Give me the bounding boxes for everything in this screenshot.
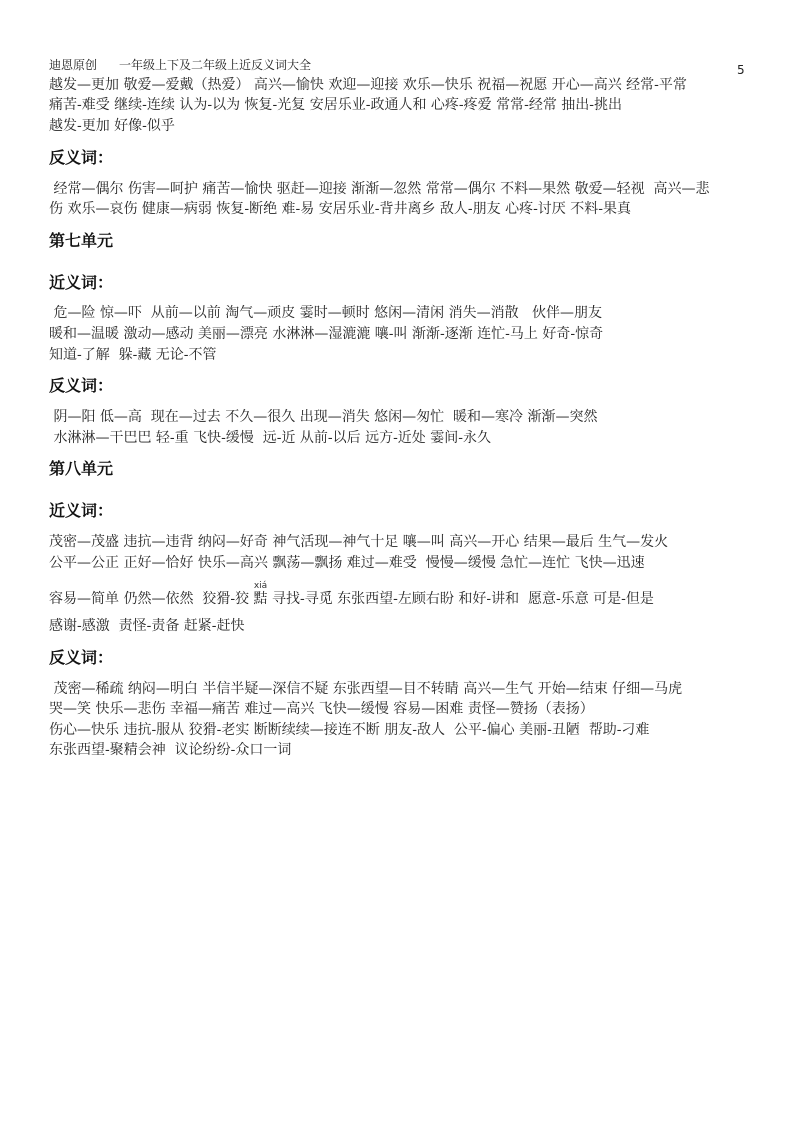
ruby-line-before: 容易—简单 仍然—依然 狡猾-狡 [49,591,254,607]
antonyms-heading: 反义词： [49,148,114,167]
header-title: 一年级上下及二年级上近反义词大全 [119,58,312,72]
unit7-antonyms-line-2: 水淋淋—干巴巴 轻-重 飞快-缓慢 远-近 从前-以后 远方-近处 霎间-永久 [49,430,491,446]
unit8-synonyms-line-4: 感谢-感激 责怪-责备 赶紧-赶快 [49,618,245,634]
ruby-line-after: 寻找-寻觅 东张西望-左顾右盼 和好-讲和 愿意-乐意 可是-但是 [267,591,654,607]
unit8-synonyms-line-2: 公平—公正 正好—恰好 快乐—高兴 飘荡—飘扬 难过—难受 慢慢—缓慢 急忙—连忙 飞快—迅速 [49,555,645,571]
top-synonyms-line-2: 痛苦-难受 继续-连续 认为-以为 恢复-光复 安居乐业-政通人和 心疼-疼爱 常常-经常 抽出-挑出 [49,97,622,113]
unit7-title: 第七单元 [49,231,114,250]
ruby-base-char: 黠 [253,591,268,607]
unit7-synonyms-line-3: 知道-了解 躲-藏 无论-不管 [49,347,217,363]
unit7-synonyms-line-2: 暖和—温暖 激动—感动 美丽—漂亮 水淋淋—湿漉漉 嚷-叫 渐渐-逐渐 连忙-马上 好奇-惊奇 [49,326,604,342]
unit7-synonyms-line-1: 危—险 惊—吓 从前—以前 淘气—顽皮 霎时—顿时 悠闲—清闲 消失—消散 伙伴—朋友 [49,305,602,321]
unit8-antonyms-line-3: 伤心—快乐 违抗-服从 狡猾-老实 断断续续—接连不断 朋友-敌人 公平-偏心 美丽-丑陋 帮助-刁难 [49,722,650,738]
page-header [49,57,311,73]
unit7-antonyms-heading: 反义词： [49,376,114,395]
unit8-synonyms-line-3 [49,581,654,609]
unit8-antonyms-heading: 反义词： [49,648,114,667]
unit8-synonyms-line-1: 茂密—茂盛 违抗—违背 纳闷—好奇 神气活现—神气十足 嚷—叫 高兴—开心 结果—最后 生气—发火 [49,534,669,550]
top-synonyms-line-1: 越发—更加 敬爱—爱戴（热爱） 高兴—愉快 欢迎—迎接 欢乐—快乐 祝福—祝愿 开心—高兴 经常-平常 [49,77,687,93]
pinyin-annotation [253,581,268,607]
page-number: 5 [737,63,745,77]
unit7-antonyms-line-1: 阴—阳 低—高 现在—过去 不久—很久 出现—消失 悠闲—匆忙 暖和—寒冷 渐渐—突然 [49,409,598,425]
unit8-synonyms-heading: 近义词： [49,501,114,520]
unit8-antonyms-line-1: 茂密—稀疏 纳闷—明白 半信半疑—深信不疑 东张西望—目不转睛 高兴—生气 开始—结束 仔细—马虎 [49,681,683,697]
unit8-antonyms-line-4: 东张西望-聚精会神 议论纷纷-众口一词 [49,742,292,758]
top-synonyms-line-3: 越发-更加 好像-似乎 [49,118,175,134]
top-antonyms-line-1: 经常—偶尔 伤害—呵护 痛苦—愉快 驱赶—迎接 渐渐—忽然 常常—偶尔 不料—果然 敬爱—轻视 高兴—悲 [49,181,710,197]
top-antonyms-line-2: 伤 欢乐—哀伤 健康—病弱 恢复-断绝 难-易 安居乐业-背井离乡 敌人-朋友 心疼-讨厌 不料-果真 [49,201,631,217]
unit8-antonyms-line-2: 哭—笑 快乐—悲伤 幸福—痛苦 难过—高兴 飞快—缓慢 容易—困难 责怪—赞扬（表扬） [49,701,594,717]
unit7-synonyms-heading: 近义词： [49,273,114,292]
unit8-title: 第八单元 [49,459,114,478]
header-author: 迪恩原创 [49,58,98,72]
ruby-pinyin: xiá [253,581,268,591]
